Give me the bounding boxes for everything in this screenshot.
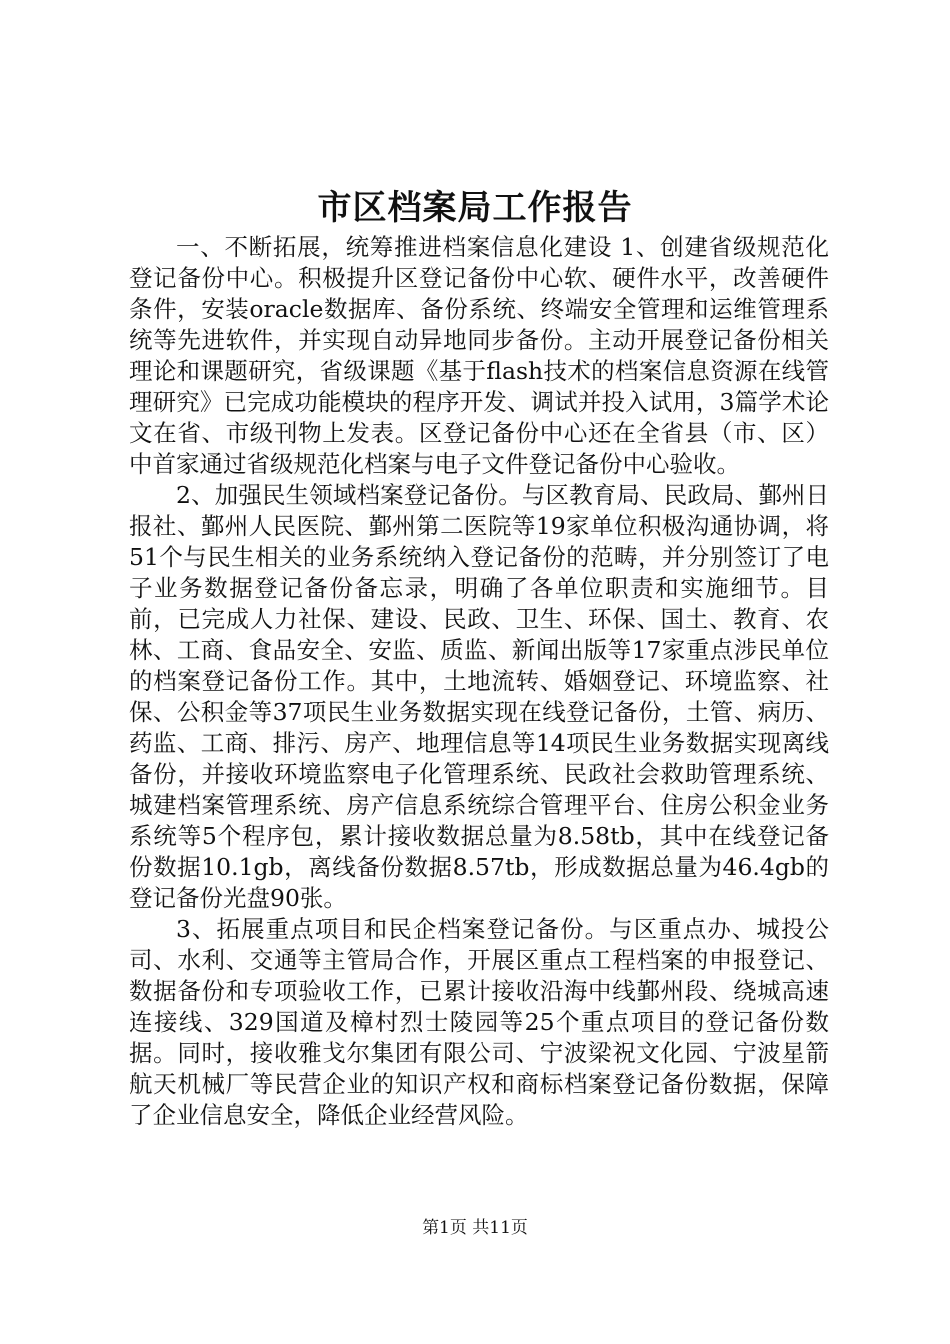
paragraph-1: 一、不断拓展，统筹推进档案信息化建设 1、创建省级规范化登记备份中心。积极提升区登记备份中心软、硬件水平，改善硬件条件，安装oracle数据库、备份系统、终端安全管理和运维管理系统等先进软件，并实现自动异地同步备份。主动开展登记备份相关理论和课题研究，省级课题《基于flash技术的档案信息资源在线管理研究》已完成功能模块的程序开发、调试并投入试用，3篇学术论文在省、市级刊物上发表。区登记备份中心还在全省县（市、区）中首家通过省级规范化档案与电子文件登记备份中心验收。	[129, 233, 829, 478]
page-number-footer: 第1页 共11页	[422, 1218, 528, 1238]
paragraph-2: 2、加强民生领域档案登记备份。与区教育局、民政局、鄞州日报社、鄞州人民医院、鄞州第二医院等19家单位积极沟通协调，将51个与民生相关的业务系统纳入登记备份的范畴，并分别签订了电子业务数据登记备份备忘录，明确了各单位职责和实施细节。目前，已完成人力社保、建设、民政、卫生、环保、国土、教育、农林、工商、食品安全、安监、质监、新闻出版等17家重点涉民单位的档案登记备份工作。其中，土地流转、婚姻登记、环境监察、社保、公积金等37项民生业务数据实现在线登记备份，土管、病历、药监、工商、排污、房产、地理信息等14项民生业务数据实现离线备份，并接收环境监察电子化管理系统、民政社会救助管理系统、城建档案管理系统、房产信息系统综合管理平台、住房公积金业务系统等5个程序包，累计接收数据总量为8.58tb，其中在线登记备份数据10.1gb，离线备份数据8.57tb，形成数据总量为46.4gb的登记备份光盘90张。	[129, 481, 829, 912]
document-body	[129, 232, 829, 1131]
paragraph-3: 3、拓展重点项目和民企档案登记备份。与区重点办、城投公司、水利、交通等主管局合作，开展区重点工程档案的申报登记、数据备份和专项验收工作，已累计接收沿海中线鄞州段、绕城高速连接线、329国道及樟村烈士陵园等25个重点项目的登记备份数据。同时，接收雅戈尔集团有限公司、宁波梁祝文化园、宁波星箭航天机械厂等民营企业的知识产权和商标档案登记备份数据，保障了企业信息安全，降低企业经营风险。	[129, 915, 829, 1129]
document-title: 市区档案局工作报告	[317, 188, 633, 228]
